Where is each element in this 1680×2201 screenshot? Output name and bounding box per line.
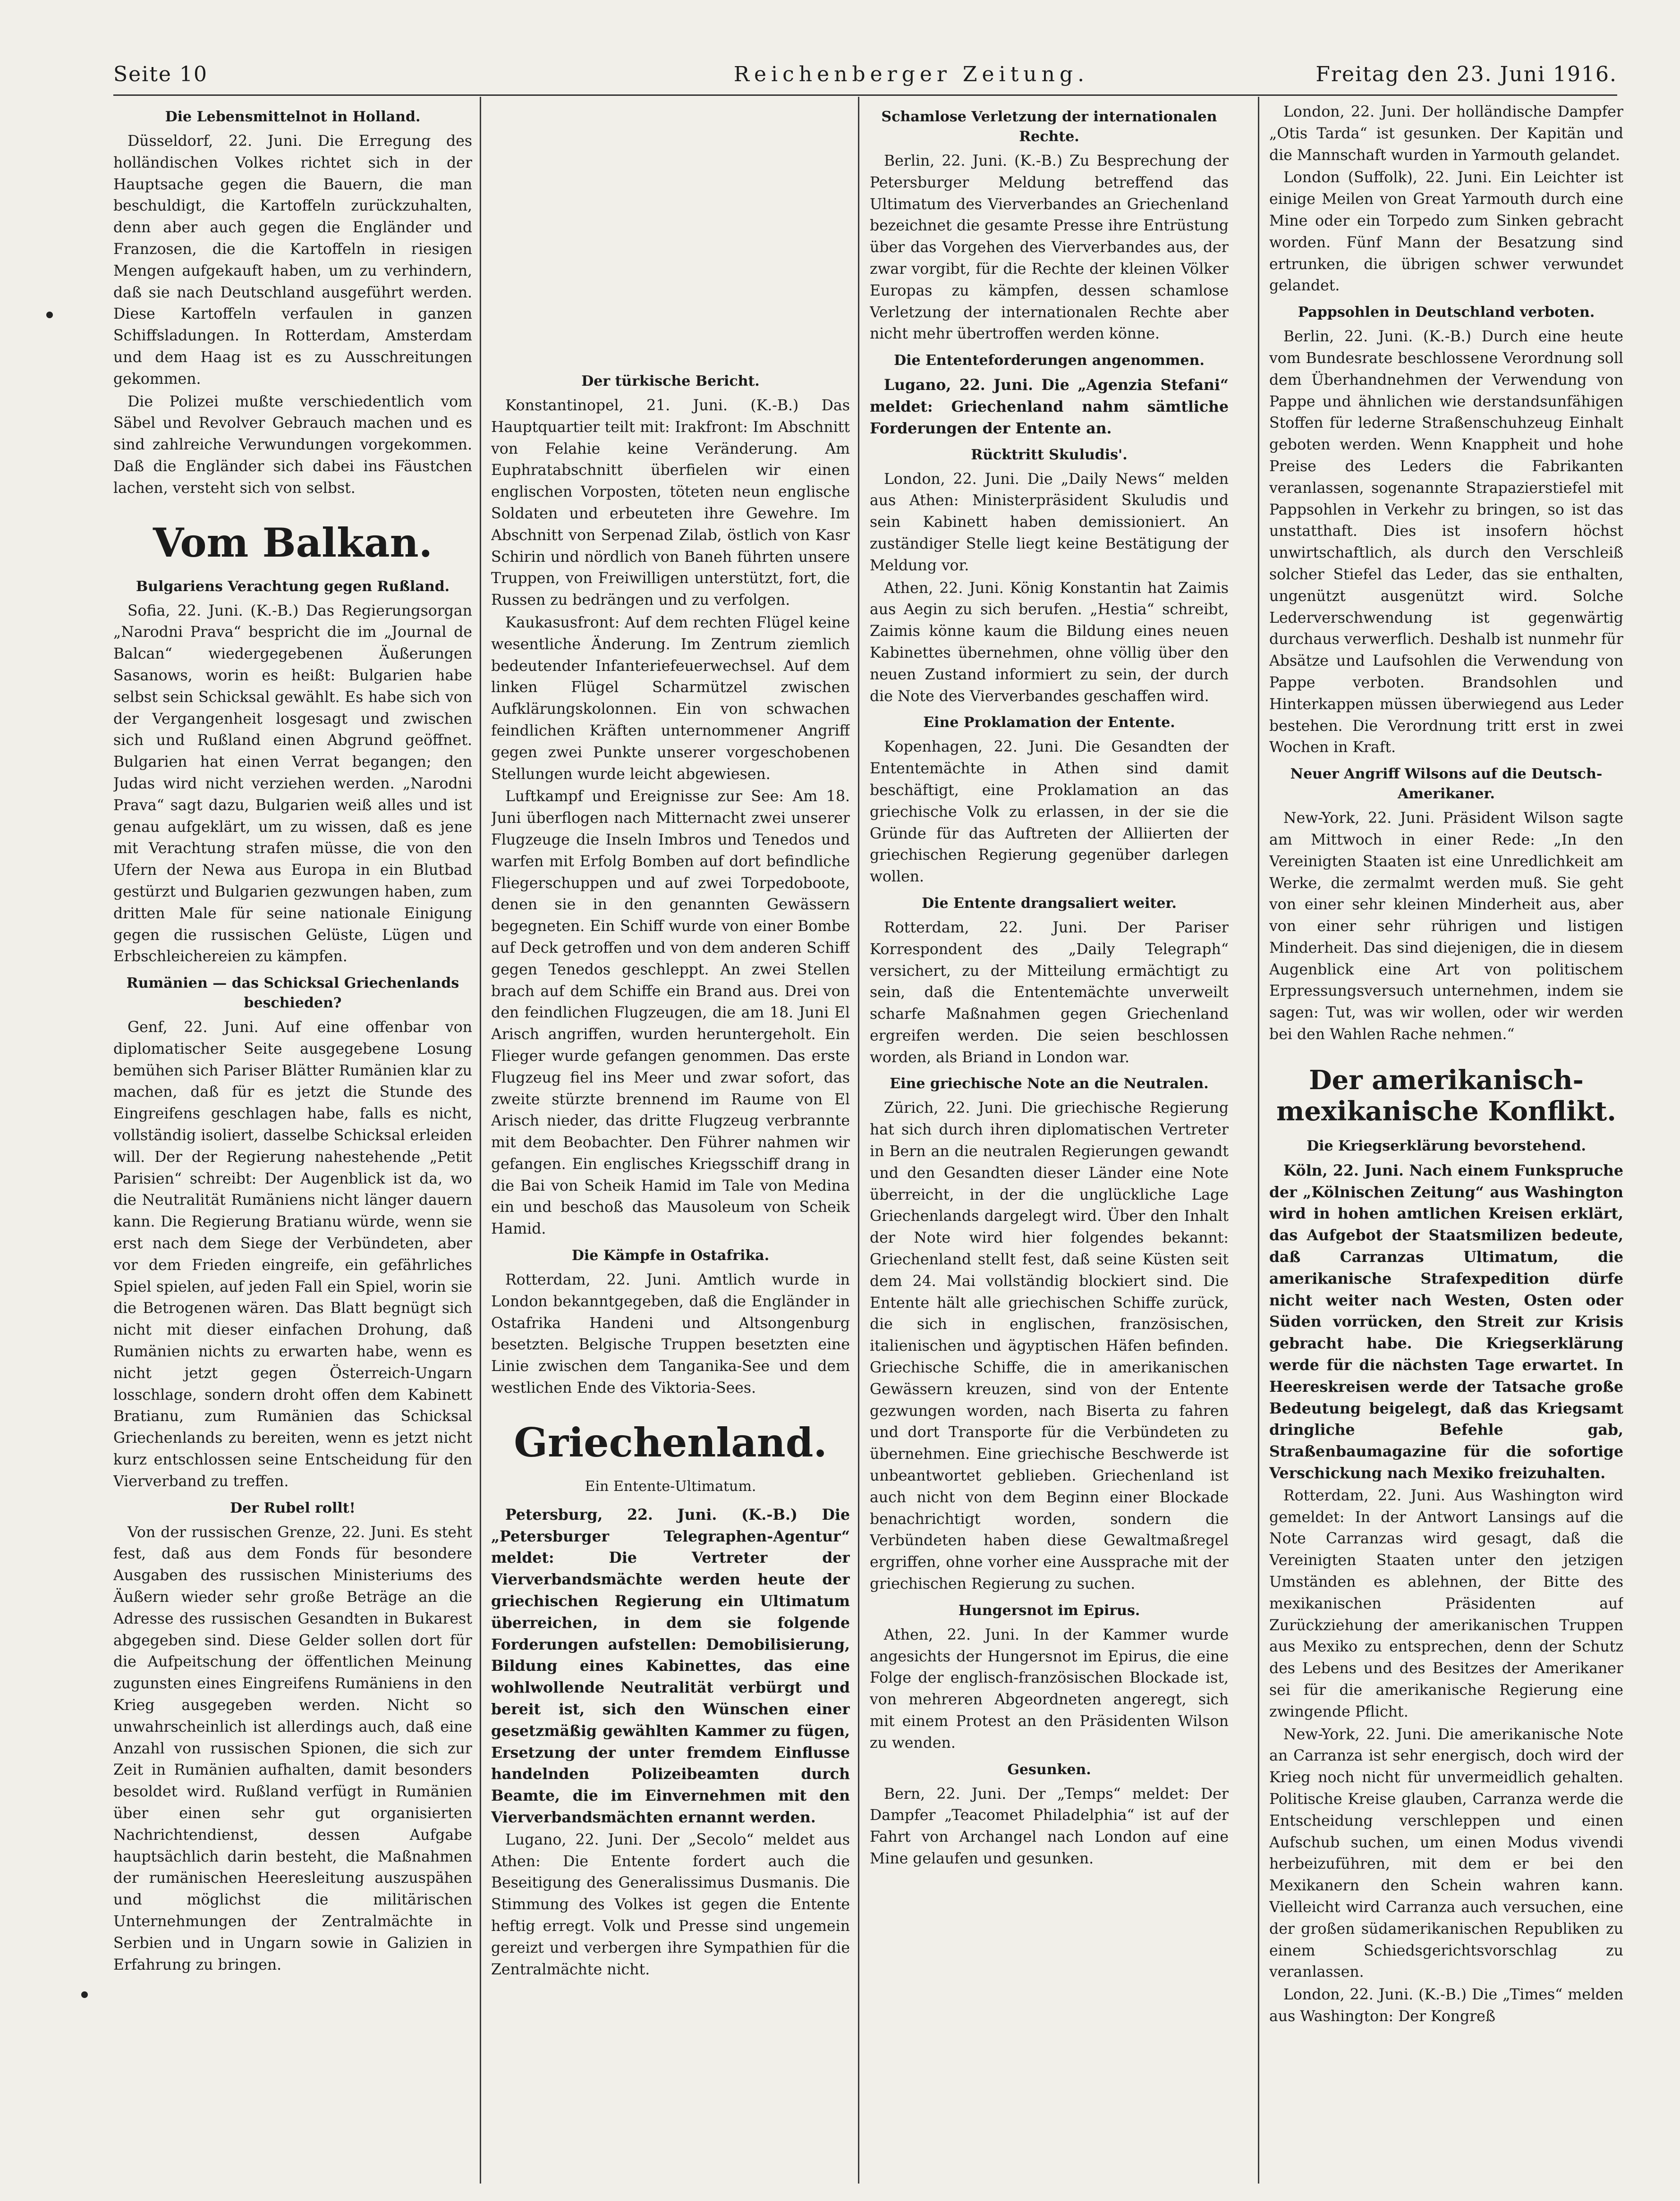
- article-paragraph: Athen, 22. Juni. König Konstantin hat Zaimis aus Aegin zu sich berufen. „Hestia“ schreibt, Zaimis könne kaum die Bildung eines neuen Kabinettes übernehmen, ohne völlig über den neuen Zustand informiert zu sein, der durch die Note des Vierverbandes geschaffen wird.: [870, 579, 1229, 705]
- article-heading: Hungersnot im Epirus.: [958, 1602, 1140, 1619]
- article-paragraph: Rotterdam, 22. Juni. Amtlich wurde in London bekanntgegeben, daß die Engländer in Ostafrika Handeni und Altsongenburg besetzten. Belgische Truppen besetzten eine Linie zwischen dem Tanganika-See und dem westlichen Ende des Viktoria-Sees.: [491, 1271, 850, 1397]
- article-heading: Pappsohlen in Deutschland verboten.: [1298, 304, 1595, 321]
- column-2: [491, 102, 850, 2193]
- article-heading: Schamlose Verletzung der internationalen Rechte.: [881, 109, 1217, 145]
- article-heading: Neuer Angriff Wilsons auf die Deutsch-Amerikaner.: [1290, 766, 1603, 803]
- page-number: Seite 10: [113, 62, 208, 86]
- article-heading: Eine Proklamation der Entente.: [923, 714, 1175, 731]
- article-paragraph: Kaukasusfront: Auf dem rechten Flügel keine wesentliche Änderung. Im Zentrum ziemlich bedeutender Infanteriefeuerwechsel. Auf dem linken Flügel Scharmützel zwischen Aufklärungskolonnen. Ein von schwachen feindlichen Kräften unternommener Angriff gegen zwei Punkte unserer vorgeschobenen Stellungen wurde leicht abgewiesen.: [491, 614, 850, 783]
- article-heading: Die Ententeforderungen angenommen.: [894, 352, 1205, 369]
- article-paragraph: Zürich, 22. Juni. Die griechische Regierung hat sich durch ihren diplomatischen Vertreter in Bern an die neutralen Regierungen gewandt und den Gesandten dieser Länder eine Note überreicht, in der die unglückliche Lage Griechenlands dargelegt wird. Über den Inhalt der Note wird hier folgendes bekannt: Griechenland stellt fest, daß seine Küsten seit dem 24. Mai vollständig blockiert sind. Die Entente hält alle griechischen Schiffe zurück, die sich in englischen, französischen, italienischen und ägyptischen Häfen befinden. Griechische Schiffe, die in amerikanischen Gewässern kreuzen, sind von der Entente gezwungen worden, nach Biserta zu fahren und dort Transporte für die Verbündeten zu übernehmen. Eine griechische Beschwerde ist unbeantwortet geblieben. Griechenland ist auch nicht von dem Beginn einer Blockade benachrichtigt worden, sondern die Verbündeten haben diese Gewaltmaßregel ergriffen, ohne vorher eine Aussprache mit der griechischen Regierung zu suchen.: [870, 1100, 1229, 1593]
- issue-date: Freitag den 23. Juni 1916.: [1315, 62, 1617, 86]
- punch-hole-mark: [81, 1991, 88, 1998]
- article-paragraph: Bern, 22. Juni. Der „Temps“ meldet: Der Dampfer „Teacomet Philadelphia“ ist auf der Fahrt von Archangel nach London auf eine Mine gelaufen und gesunken.: [870, 1785, 1229, 1867]
- article-heading: Der türkische Bericht.: [581, 373, 760, 389]
- article-heading: Gesunken.: [1007, 1761, 1091, 1778]
- article-heading: Eine griechische Note an die Neutralen.: [890, 1075, 1209, 1092]
- article-subheading: Ein Entente-Ultimatum.: [585, 1478, 756, 1495]
- section-heading: Vom Balkan.: [153, 519, 433, 566]
- article-paragraph: New-York, 22. Juni. Präsident Wilson sagte am Mittwoch in einer Rede: „In den Vereinigten Staaten ist eine Unredlichkeit am Werke, die zermalmt werden muß. Sie geht von einer sehr kleinen Minderheit aus, aber von einer sehr rührigen und listigen Minderheit. Das sind diejenigen, die in diesem Augenblick eine Art von politischem Erpressungsversuch unternehmen, indem sie sagen: Tut, was wir wollen, oder wir werden bei den Wahlen Rache nehmen.“: [1269, 810, 1623, 1043]
- column-4: [1269, 102, 1623, 2193]
- article-paragraph: Kopenhagen, 22. Juni. Die Gesandten der Ententemächte in Athen sind damit beschäftigt, eine Proklamation an das griechische Volk zu erlassen, in der sie die Gründe für das Auftreten der Alliierten der griechischen Regierung gegenüber darlegen wollen.: [870, 738, 1229, 886]
- article-paragraph: Petersburg, 22. Juni. (K.-B.) Die „Petersburger Telegraphen-Agentur“ meldet: Die Vertreter der Vierverbandsmächte werden heute der griechischen Regierung ein Ultimatum überreichen, in dem sie folgende Forderungen aufstellen: Demobilisierung, Bildung eines Kabinettes, das eine wohlwollende Neutralität verbürgt und bereit ist, sich den Wünschen einer gesetzmäßig gewählten Kammer zu fügen, Ersetzung der unter fremdem Einflusse handelnden Polizeibeamten durch Beamte, die im Einvernehmen mit den Vierverbandsmächten ernannt werden.: [491, 1506, 850, 1827]
- article-paragraph: New-York, 22. Juni. Die amerikanische Note an Carranza ist sehr energisch, doch wird der Krieg noch nicht für unvermeidlich gehalten. Politische Kreise glauben, Carranza werde die Entscheidung verschleppen und einen Aufschub suchen, um einen Modus vivendi herbeizuführen, mit dem er bei den Mexikanern den Schein wahren kann. Vielleicht wird Carranza auch versuchen, eine der großen südamerikanischen Republiken zu einem Schiedsgerichtsvorschlag zu veranlassen.: [1269, 1726, 1623, 1981]
- article-paragraph: Lugano, 22. Juni. Der „Secolo“ meldet aus Athen: Die Entente fordert auch die Beseitigung des Generalissimus Dusmanis. Die Stimmung des Volkes ist gegen die Entente heftig erregt. Volk und Presse sind ungemein gereizt und verbergen ihre Sympathien für die Zentralmächte nicht.: [491, 1831, 850, 1978]
- article-paragraph: Rotterdam, 22. Juni. Der Pariser Korrespondent des „Daily Telegraph“ versichert, zu der Mitteilung ermächtigt zu sein, daß die Ententemächte unverweilt scharfe Maßnahmen gegen Griechenland ergreifen werden. Die seien beschlossen worden, als Briand in London war.: [870, 919, 1229, 1066]
- article-paragraph: Athen, 22. Juni. In der Kammer wurde angesichts der Hungersnot im Epirus, die eine Folge der englisch-französischen Blockade ist, von mehreren Abgeordneten angeregt, sich mit einem Protest an den Präsidenten Wilson zu wenden.: [870, 1626, 1229, 1752]
- section-heading: Griechenland.: [514, 1419, 827, 1466]
- article-paragraph: Berlin, 22. Juni. (K.-B.) Zu Besprechung der Petersburger Meldung betreffend das Ultimatum des Vierverbandes an Griechenland bezeichnet die gesamte Presse ihre Entrüstung über das Vorgehen des Vierverbandes aus, der zwar vorgibt, für die Rechte der kleinen Völker Europas zu kämpfen, dessen schamlose Verletzung der internationalen Rechte aber nicht mehr übertroffen werden könne.: [870, 152, 1229, 343]
- column-divider-3: [1258, 97, 1259, 2184]
- column-1: [113, 102, 472, 2193]
- article-heading: Die Kriegserklärung bevorstehend.: [1307, 1137, 1586, 1154]
- page-header: [113, 57, 1617, 99]
- article-heading: Bulgariens Verachtung gegen Rußland.: [136, 578, 450, 595]
- punch-hole-mark: [46, 312, 53, 318]
- blank-space: [491, 102, 850, 366]
- article-paragraph: Sofia, 22. Juni. (K.-B.) Das Regierungsorgan „Narodni Prava“ bespricht die im „Journal de Balcan“ wiedergegebenen Äußerungen Sasanows, worin es heißt: Bulgarien habe selbst sein Schicksal gewählt. Es habe sich von der Vergangenheit losgesagt und zwischen sich und Rußland einen Abgrund geöffnet. Bulgarien hat einen Verrat begangen; den Judas wird nicht verziehen werden. „Narodni Prava“ sagt dazu, Bulgarien weiß alles und ist genau aufgeklärt, um zu wissen, daß es jene mit Verachtung strafen müsse, die von den Ufern der Newa aus Europa in ein Blutbad gestürzt und Bulgarien gezwungen haben, zum dritten Male für seine nationale Einigung gegen die russischen Gelüste, Lügen und Erbschleichereien zu kämpfen.: [113, 602, 472, 965]
- article-paragraph: London, 22. Juni. (K.-B.) Die „Times“ melden aus Washington: Der Kongreß: [1269, 1986, 1623, 2025]
- section-heading: Der amerikanisch-mexikanische Konflikt.: [1276, 1064, 1616, 1127]
- article-paragraph: London, 22. Juni. Der holländische Dampfer „Otis Tarda“ ist gesunken. Der Kapitän und die Mannschaft wurden in Yarmouth gelandet.: [1269, 103, 1623, 164]
- column-3: [870, 102, 1229, 2193]
- article-paragraph: Rotterdam, 22. Juni. Aus Washington wird gemeldet: In der Antwort Lansings auf die Note Carranzas wird gesagt, daß die Vereinigten Staaten unter den jetzigen Umständen es ablehnen, der Bitte des mexikanischen Präsidenten auf Zurückziehung der amerikanischen Truppen aus Mexiko zu entsprechen, denn der Schutz des Lebens und des Besitzes der Amerikaner sei für die amerikanische Regierung eine zwingende Pflicht.: [1269, 1487, 1623, 1720]
- article-paragraph: Genf, 22. Juni. Auf eine offenbar von diplomatischer Seite ausgegebene Losung bemühen sich Pariser Blätter Rumänien klar zu machen, daß für es jetzt die Stunde des Eingreifens geschlagen habe, falls es nicht, vollständig isoliert, dasselbe Schicksal erleiden will. Der der Regierung nahestehende „Petit Parisien“ schreibt: Der Augenblick ist da, wo die Neutralität Rumäniens nicht länger dauern kann. Die Regierung Bratianu würde, wenn sie erst nach dem Siege der Verbündeten, aber vor dem Frieden eingreife, ein gefährliches Spiel spielen, auf jeden Fall ein Spiel, worin sie die Betrogenen wären. Das Blatt begnügt sich nicht mit dieser einfachen Drohung, daß Rumänien nichts zu erwarten habe, wenn es nicht jetzt gegen Österreich-Ungarn losschlage, sondern droht offen dem Kabinett Bratianu, zum Rumänien das Schicksal Griechenlands zu bereiten, wenn es jetzt nicht kurz entschlossen seine Entscheidung für den Vierverband zu treffen.: [113, 1019, 472, 1490]
- article-heading: Rumänien — das Schicksal Griechenlands beschieden?: [126, 975, 459, 1012]
- newspaper-title: Reichenberger Zeitung.: [733, 62, 1089, 86]
- article-paragraph: Lugano, 22. Juni. Die „Agenzia Stefani“ meldet: Griechenland nahm sämtliche Forderungen der Entente an.: [870, 376, 1229, 437]
- article-paragraph: Köln, 22. Juni. Nach einem Funkspruche der „Kölnischen Zeitung“ aus Washington wird in hohen amtlichen Kreisen erklärt, das Aufgebot der Staatsmilizen bedeute, daß Carranzas Ultimatum, die amerikanische Strafexpedition dürfe nicht weiter nach Westen, Osten oder Süden vorrücken, den Streit zur Krisis gebracht habe. Die Kriegserklärung werde für die nächsten Tage erwartet. In Heereskreisen werde der Tatsache große Bedeutung beigelegt, daß das Kriegsamt dringliche Befehle gab, Straßenbaumagazine für die sofortige Verschickung nach Mexiko freizuhalten.: [1269, 1161, 1623, 1482]
- article-heading: Die Kämpfe in Ostafrika.: [571, 1247, 770, 1264]
- article-paragraph: London, 22. Juni. Die „Daily News“ melden aus Athen: Ministerpräsident Skuludis und sein Kabinett haben demissioniert. An zuständiger Stelle liegt keine Bestätigung der Meldung vor.: [870, 470, 1229, 574]
- article-heading: Die Entente drangsaliert weiter.: [922, 895, 1177, 912]
- article-paragraph: Luftkampf und Ereignisse zur See: Am 18. Juni überflogen nach Mitternacht zwei unserer Flugzeuge die Inseln Imbros und Tenedos und warfen mit Erfolg Bomben auf dort befindliche Fliegerschuppen und auf zwei Torpedoboote, denen sie in den genannten Gewässern begegneten. Ein Schiff wurde von einer Bombe auf Deck getroffen und von dem anderen Schiff gegen Tenedos geschleppt. An zwei Stellen brach auf dem Schiffe ein Brand aus. Drei von den feindlichen Flugzeugen, die am 18. Juni El Arisch angriffen, wurden heruntergeholt. Ein Flieger wurde gefangen genommen. Das erste Flugzeug fiel ins Meer und zwar sofort, das zweite stürzte brennend im Raume von El Arisch nieder, das dritte Flugzeug verbrannte mit dem Beobachter. Den Führer nahmen wir gefangen. Ein englisches Kriegsschiff drang in die Bai von Scheik Hamid im Tale von Medina ein und beschoß das Mausoleum von Scheik Hamid.: [491, 788, 850, 1238]
- article-paragraph: Konstantinopel, 21. Juni. (K.-B.) Das Hauptquartier teilt mit: Irakfront: Im Abschnitt von Felahie keine Veränderung. Am Euphratabschnitt überfielen wir einen englischen Vorposten, töteten neun englische Soldaten und erbeuteten ihre Gewehre. Im Abschnitt von Serpenad Zilab, östlich von Kasr Schirin und nördlich von Baneh führten unsere Truppen, von Freiwilligen unterstützt, fort, die Russen zu bedrängen und zu verfolgen.: [491, 397, 850, 609]
- article-heading: Die Lebensmittelnot in Holland.: [165, 109, 421, 125]
- article-heading: Rücktritt Skuludis'.: [971, 446, 1128, 463]
- header-rule: [113, 94, 1617, 96]
- article-paragraph: Von der russischen Grenze, 22. Juni. Es steht fest, daß aus dem Fonds für besondere Ausgaben des russischen Ministeriums des Äußern wieder sehr große Beträge an die Adresse des russischen Gesandten in Bukarest abgegeben sind. Diese Gelder sollen dort für die Aufpeitschung der öffentlichen Meinung zugunsten eines Eingreifens Rumäniens in den Krieg ausgegeben werden. Nicht so unwahrscheinlich ist allerdings auch, daß eine Anzahl von russischen Spionen, die sich zur Zeit in Rumänien aufhalten, damit besonders besoldet wird. Rußland verfügt in Rumänien über einen sehr gut organisierten Nachrichtendienst, dessen Aufgabe hauptsächlich darin besteht, die Maßnahmen der rumänischen Heeresleitung auszuspähen und möglichst die militärischen Unternehmungen der Zentralmächte in Serbien und in Ungarn sowie in Galizien in Erfahrung zu bringen.: [113, 1524, 472, 1973]
- column-divider-1: [480, 97, 481, 2184]
- article-paragraph: London (Suffolk), 22. Juni. Ein Leichter ist einige Meilen von Great Yarmouth durch eine Mine oder ein Torpedo zum Sinken gebracht worden. Fünf Mann der Besatzung sind ertrunken, die übrigen schwer verwundet gelandet.: [1269, 169, 1623, 295]
- article-paragraph: Düsseldorf, 22. Juni. Die Erregung des holländischen Volkes richtet sich in der Hauptsache gegen die Bauern, die man beschuldigt, die Kartoffeln zurückzuhalten, denn aber auch gegen die Engländer und Franzosen, die die Kartoffeln in riesigen Mengen aufgekauft haben, um zu verhindern, daß sie nach Deutschland ausgeführt werden. Diese Kartoffeln verfaulen in ganzen Schiffsladungen. In Rotterdam, Amsterdam und dem Haag ist es zu Ausschreitungen gekommen.: [113, 133, 472, 388]
- article-paragraph: Die Polizei mußte verschiedentlich vom Säbel und Revolver Gebrauch machen und es sind zahlreiche Verwundungen vorgekommen. Daß die Engländer sich dabei ins Fäustchen lachen, versteht sich von selbst.: [113, 393, 472, 497]
- column-divider-2: [858, 97, 859, 2184]
- article-heading: Der Rubel rollt!: [230, 1499, 356, 1516]
- article-paragraph: Berlin, 22. Juni. (K.-B.) Durch eine heute vom Bundesrate beschlossene Verordnung soll dem Überhandnehmen der Verwendung von Pappe und ähnlichen wie derstandsunfähigen Stoffen für lederne Straßenschuhzeug Einhalt geboten werden. Wenn Knappheit und hohe Preise des Leders die Fabrikanten veranlassen, sogenannte Strapazierstiefel mit Pappsohlen in Verkehr zu bringen, so ist das unstatthaft. Dies ist insofern höchst unwirtschaftlich, als durch den Verschleiß solcher Stiefel das Leder, das sie enthalten, ungenützt ausgenützt wird. Solche Lederverschwendung ist gegenwärtig durchaus verwerflich. Deshalb ist nunmehr für Absätze und Laufsohlen die Verwendung von Pappe verboten. Brandsohlen und Hinterkappen müssen überwiegend aus Leder bestehen. Die Verordnung tritt erst in zwei Wochen in Kraft.: [1269, 328, 1623, 756]
